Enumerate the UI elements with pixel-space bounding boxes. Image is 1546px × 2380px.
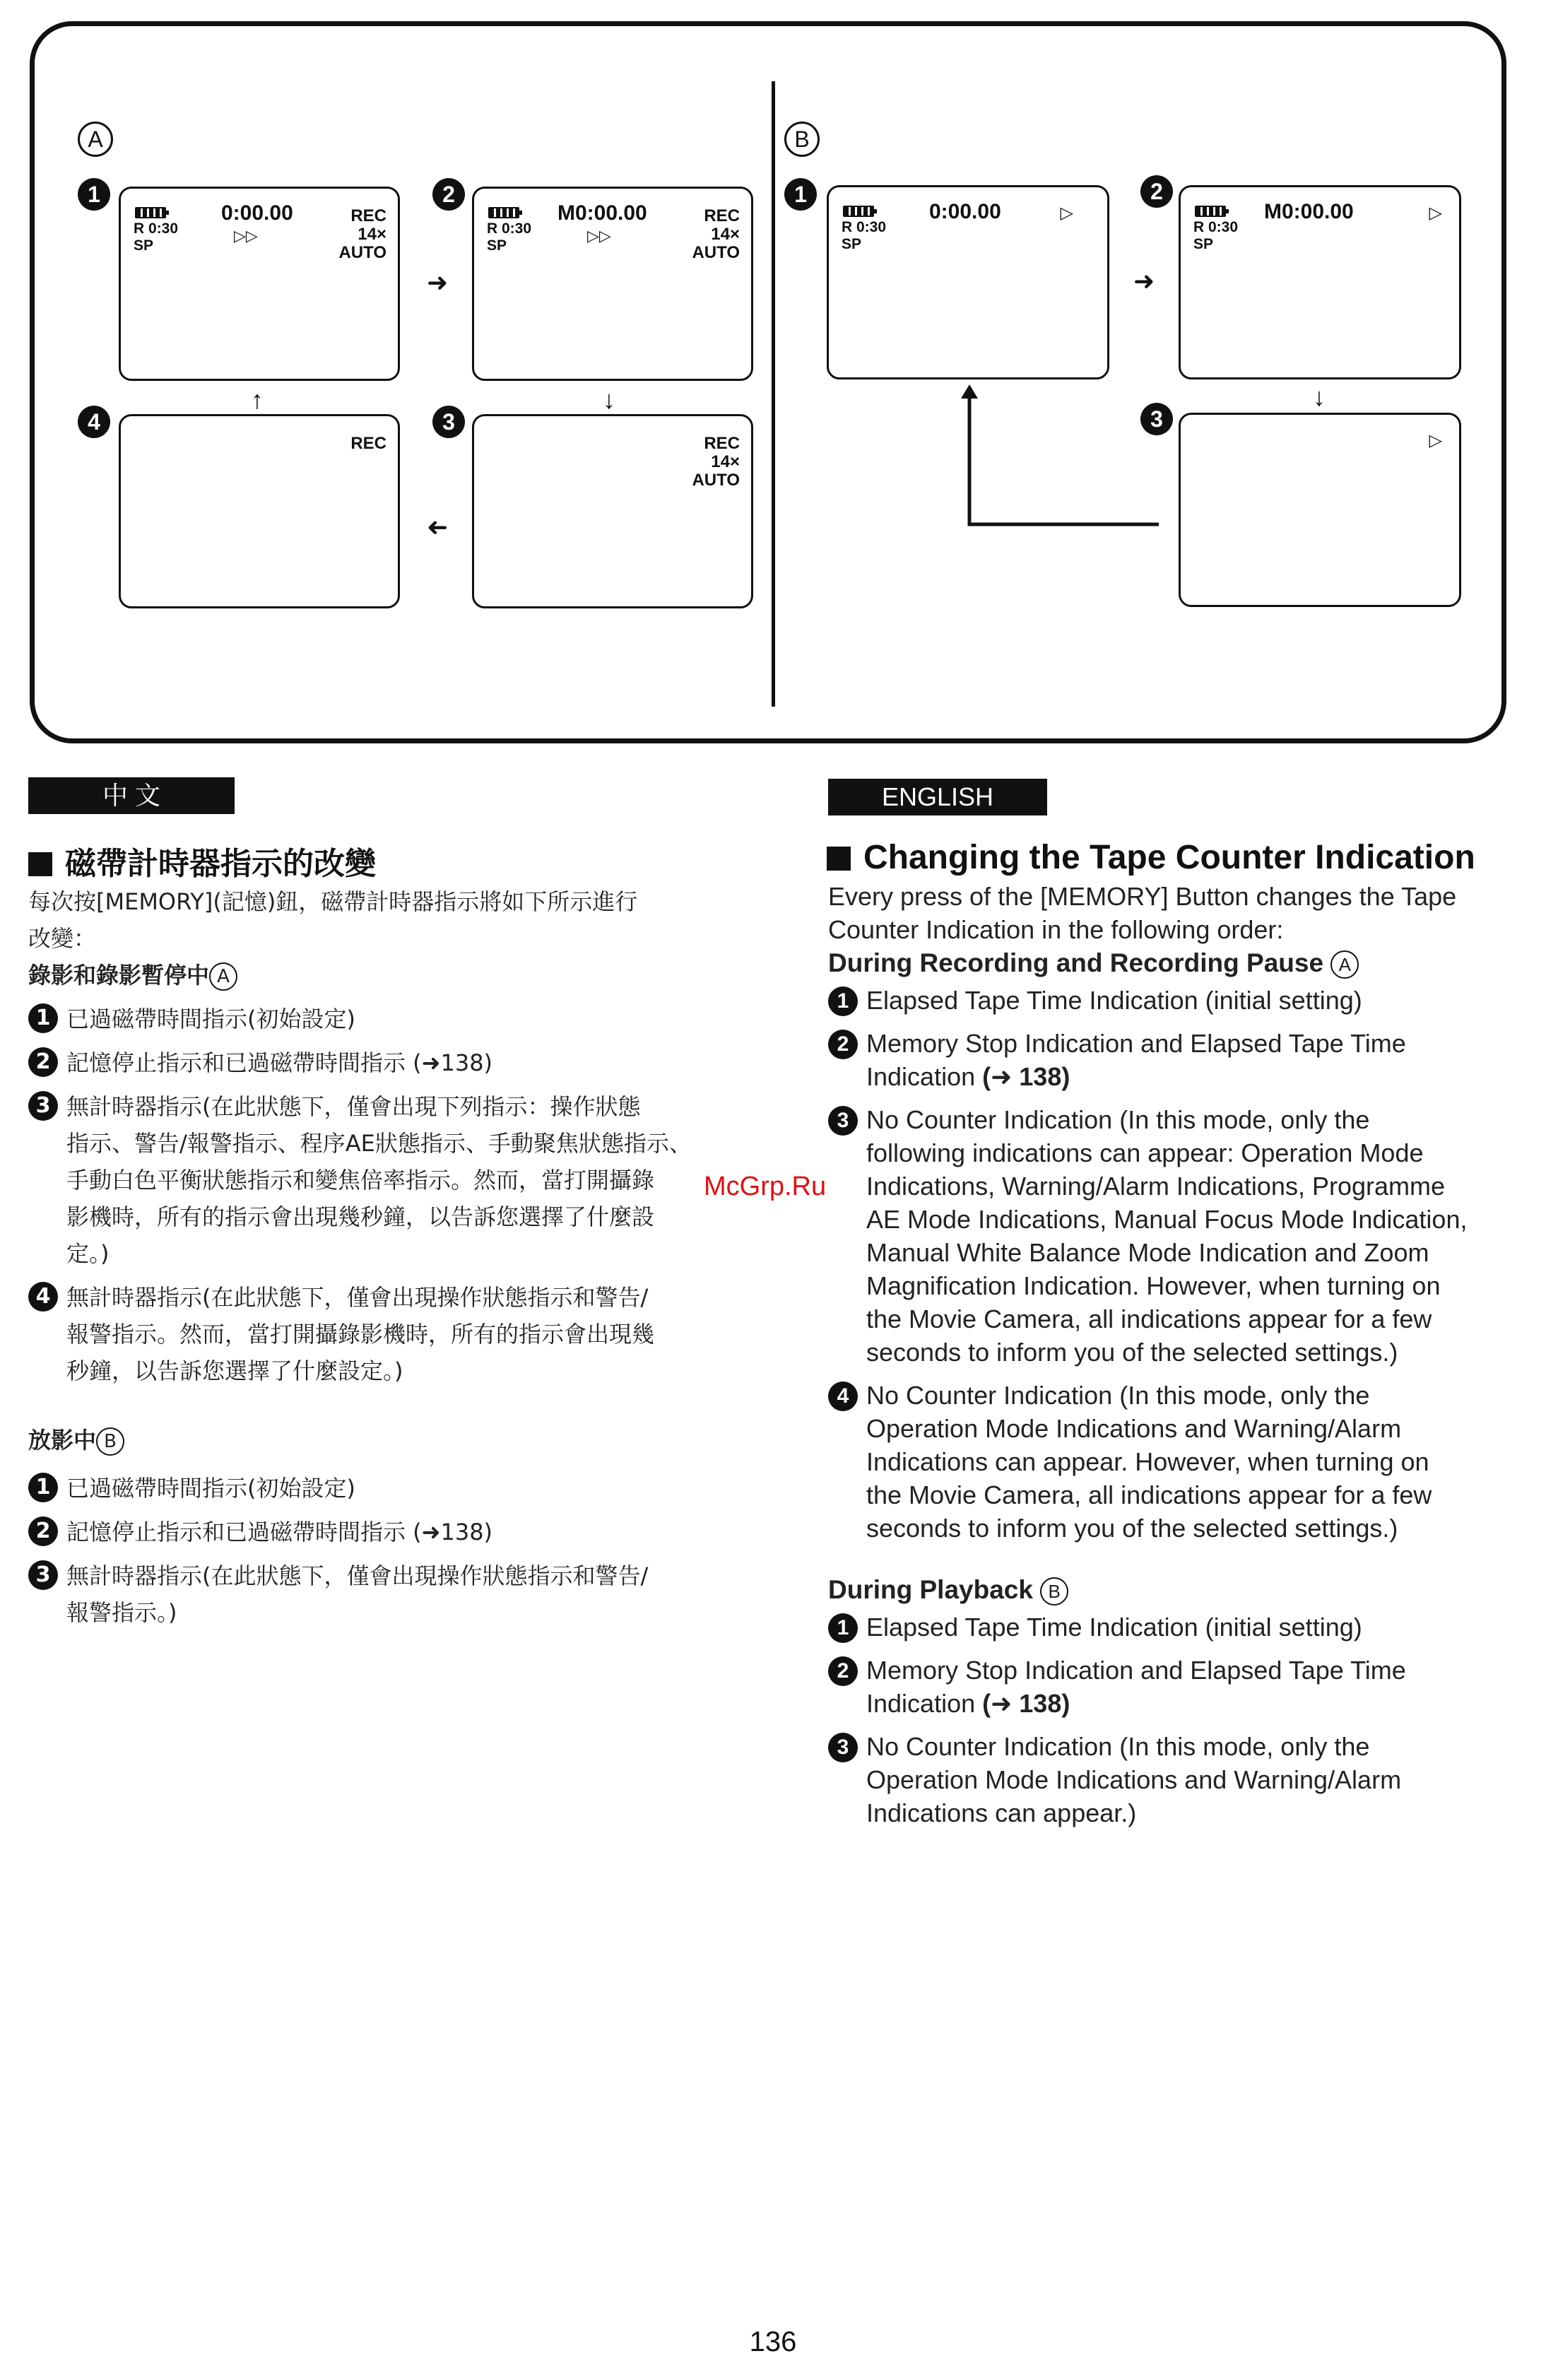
arrow-right-icon: ➜ [1133, 266, 1155, 295]
section-b-label: B [784, 122, 820, 157]
item-line: No Counter Indication (In this mode, only the [866, 1732, 1370, 1761]
zh-body [28, 883, 721, 1631]
zh-recording-item-4 [28, 1279, 721, 1389]
play-icon: ▷▷ [587, 227, 611, 245]
item-line: 定。) [66, 1240, 110, 1267]
item-line: seconds to inform you of the selected settings.) [866, 1514, 1398, 1543]
item-line: Indications can appear.) [866, 1798, 1137, 1827]
item-line: Manual White Balance Mode Indication and Zoom [866, 1238, 1429, 1267]
item-line: No Counter Indication (In this mode, only the [866, 1105, 1370, 1134]
item-line: seconds to inform you of the selected settings.) [866, 1338, 1398, 1367]
item-line: Indication [866, 1689, 976, 1718]
zh-recording-item-1 [28, 1001, 721, 1037]
tape-remaining: R 0:30 [1193, 219, 1239, 235]
tape-remaining: R 0:30 [487, 220, 532, 237]
item-line: Memory Stop Indication and Elapsed Tape Time [866, 1656, 1406, 1685]
item-number: 1 [828, 1613, 858, 1643]
section-a-mark: A [1330, 950, 1359, 979]
tape-speed: SP [842, 236, 862, 252]
auto-label: AUTO [692, 471, 740, 490]
play-icon: ▷ [1060, 204, 1073, 223]
item-number: 3 [28, 1091, 58, 1121]
zh-intro-line: 改變： [28, 925, 97, 952]
step-number-b3: 3 [1140, 403, 1173, 435]
item-line: 指示、警告/報警指示、程序AE狀態指示、手動聚焦狀態指示、 [66, 1130, 692, 1157]
step-number-a4: 4 [78, 406, 110, 438]
page-number: 136 [749, 2326, 797, 2357]
zh-intro-line: 每次按[MEMORY](記憶)鈕，磁帶計時器指示將如下所示進行 [28, 888, 638, 915]
auto-label: AUTO [338, 243, 386, 262]
en-intro-line: Counter Indication in the following order: [828, 915, 1284, 944]
arrow-up-icon: ↑ [251, 385, 264, 414]
item-line: 秒鐘，以告訴您選擇了什麼設定。) [66, 1357, 403, 1384]
battery-icon [1195, 206, 1226, 217]
item-line: Operation Mode Indications and Warning/Alarm [866, 1765, 1402, 1794]
zh-playback-item-2 [28, 1514, 721, 1550]
en-language-tab: ENGLISH [828, 779, 1047, 815]
en-intro-line: Every press of the [MEMORY] Button changes the Tape [828, 882, 1457, 911]
item-line: 手動白色平衡狀態指示和變焦倍率指示。然而，當打開攝錄 [66, 1167, 655, 1194]
item-line: 記憶停止指示和已過磁帶時間指示 (➜138) [66, 1519, 493, 1545]
item-number: 2 [28, 1047, 58, 1077]
rec-label: REC [350, 206, 386, 225]
item-line: 無計時器指示(在此狀態下，僅會出現下列指示：操作狀態 [66, 1093, 641, 1120]
item-line: Memory Stop Indication and Elapsed Tape Time [866, 1029, 1406, 1058]
viewfinder-screen-b3 [1179, 413, 1461, 607]
auto-label: AUTO [692, 243, 740, 262]
step-number-a1: 1 [78, 178, 110, 211]
zh-recording-item-2 [28, 1044, 721, 1081]
zoom-label: 14× [711, 225, 740, 244]
rec-label: REC [704, 206, 740, 225]
item-line: 無計時器指示(在此狀態下，僅會出現操作狀態指示和警告/ [66, 1562, 649, 1589]
en-recording-heading: During Recording and Recording Pause A [828, 946, 1521, 979]
diagram-divider [772, 81, 775, 707]
arrow-down-icon: ↓ [603, 385, 615, 414]
watermark-text: McGrp.Ru [704, 1172, 827, 1201]
item-number: 3 [828, 1733, 858, 1762]
battery-icon [135, 207, 166, 218]
en-playback-item-3 [828, 1730, 1521, 1830]
item-line: 記憶停止指示和已過磁帶時間指示 (➜138) [66, 1049, 493, 1076]
arrow-right-icon: ➜ [427, 268, 449, 297]
return-arrow-icon [954, 384, 1166, 533]
tape-counter: 0:00.00 [929, 200, 1001, 223]
zh-recording-item-3 [28, 1088, 721, 1272]
step-number-a2: 2 [432, 178, 465, 211]
viewfinder-screen-a3 [472, 414, 753, 608]
section-a-mark: A [209, 962, 237, 991]
rec-label: REC [350, 434, 386, 453]
section-b-mark: B [1040, 1577, 1068, 1606]
en-body [828, 880, 1521, 1830]
tape-speed: SP [487, 237, 507, 254]
viewfinder-screen-b2 [1179, 185, 1461, 379]
item-line: Indications can appear. However, when turning on [866, 1447, 1429, 1476]
bullet-square-icon [827, 847, 851, 871]
item-line: Magnification Indication. However, when turning on [866, 1271, 1441, 1300]
zh-recording-heading: 錄影和錄影暫停中 A [28, 957, 721, 994]
battery-icon [843, 206, 874, 217]
viewfinder-screen-a2 [472, 187, 753, 381]
play-icon: ▷ [1429, 431, 1442, 450]
tape-speed: SP [134, 237, 154, 254]
item-line: 報警指示。) [66, 1599, 177, 1626]
item-line: AE Mode Indications, Manual Focus Mode Indication, [866, 1205, 1468, 1234]
zh-playback-item-1 [28, 1470, 721, 1507]
bullet-square-icon [28, 852, 52, 876]
item-number: 3 [28, 1560, 58, 1590]
viewfinder-screen-b1 [827, 185, 1109, 379]
item-line: 無計時器指示(在此狀態下，僅會出現操作狀態指示和警告/ [66, 1284, 649, 1311]
zh-section-title [28, 838, 376, 883]
item-number: 2 [828, 1656, 858, 1686]
item-line: Indication [866, 1062, 976, 1091]
en-recording-item-4 [828, 1379, 1521, 1545]
battery-icon [488, 207, 519, 218]
en-playback-heading: During Playback B [828, 1573, 1521, 1606]
item-line: Operation Mode Indications and Warning/Alarm [866, 1414, 1402, 1443]
step-number-a3: 3 [432, 406, 465, 438]
en-recording-item-2 [828, 1027, 1521, 1093]
step-number-b2: 2 [1140, 175, 1173, 208]
item-line: Elapsed Tape Time Indication (initial setting) [866, 986, 1362, 1015]
tape-speed: SP [1193, 236, 1214, 252]
item-line: No Counter Indication (In this mode, only the [866, 1381, 1370, 1410]
arrow-left-icon: ➜ [427, 512, 449, 541]
page-reference: (➜ 138) [982, 1062, 1070, 1091]
tape-remaining: R 0:30 [842, 219, 887, 235]
item-number: 4 [828, 1382, 858, 1411]
arrow-down-icon: ↓ [1313, 382, 1326, 411]
memory-tape-counter: M0:00.00 [557, 201, 647, 225]
en-recording-item-1 [828, 984, 1521, 1017]
item-number: 3 [828, 1106, 858, 1136]
item-number: 2 [28, 1516, 58, 1546]
item-number: 2 [828, 1030, 858, 1059]
step-number-b1: 1 [784, 178, 817, 211]
zoom-label: 14× [711, 452, 740, 471]
item-number: 1 [28, 1473, 58, 1502]
item-line: the Movie Camera, all indications appear for a few [866, 1480, 1432, 1509]
en-section-title [827, 838, 1475, 877]
memory-tape-counter: M0:00.00 [1264, 200, 1354, 223]
item-line: Indications, Warning/Alarm Indications, Programme [866, 1172, 1445, 1201]
play-icon: ▷ [1429, 204, 1442, 223]
item-number: 4 [28, 1282, 58, 1312]
item-line: 影機時，所有的指示會出現幾秒鐘，以告訴您選擇了什麼設 [66, 1203, 655, 1230]
item-number: 1 [828, 986, 858, 1016]
page-reference: (➜ 138) [982, 1689, 1070, 1718]
rec-label: REC [704, 434, 740, 453]
item-line: the Movie Camera, all indications appear for a few [866, 1304, 1432, 1333]
tape-remaining: R 0:30 [134, 220, 179, 237]
item-number: 1 [28, 1003, 58, 1033]
section-a-label: A [78, 122, 113, 157]
zh-playback-item-3 [28, 1557, 721, 1631]
item-line: following indications can appear: Operation Mode [866, 1138, 1424, 1167]
zh-language-tab: 中 文 [28, 777, 235, 814]
section-b-mark: B [96, 1427, 124, 1456]
zoom-label: 14× [358, 225, 386, 244]
tape-counter: 0:00.00 [221, 201, 293, 225]
diagram-frame [30, 21, 1506, 743]
zh-title-text: 磁帶計時器指示的改變 [65, 846, 376, 882]
item-line: 報警指示。然而，當打開攝錄影機時，所有的指示會出現幾 [66, 1321, 655, 1348]
item-line: Elapsed Tape Time Indication (initial setting) [866, 1613, 1362, 1642]
item-line: 已過磁帶時間指示(初始設定) [66, 1475, 355, 1502]
viewfinder-screen-a1 [119, 187, 400, 381]
zh-playback-heading: 放影中 B [28, 1422, 721, 1459]
item-line: 已過磁帶時間指示(初始設定) [66, 1006, 355, 1032]
en-playback-item-2 [828, 1654, 1521, 1720]
play-icon: ▷▷ [234, 227, 258, 245]
en-title-text: Changing the Tape Counter Indication [863, 839, 1475, 876]
en-recording-item-3 [828, 1103, 1521, 1369]
en-playback-item-1 [828, 1610, 1521, 1644]
viewfinder-screen-a4 [119, 414, 400, 608]
